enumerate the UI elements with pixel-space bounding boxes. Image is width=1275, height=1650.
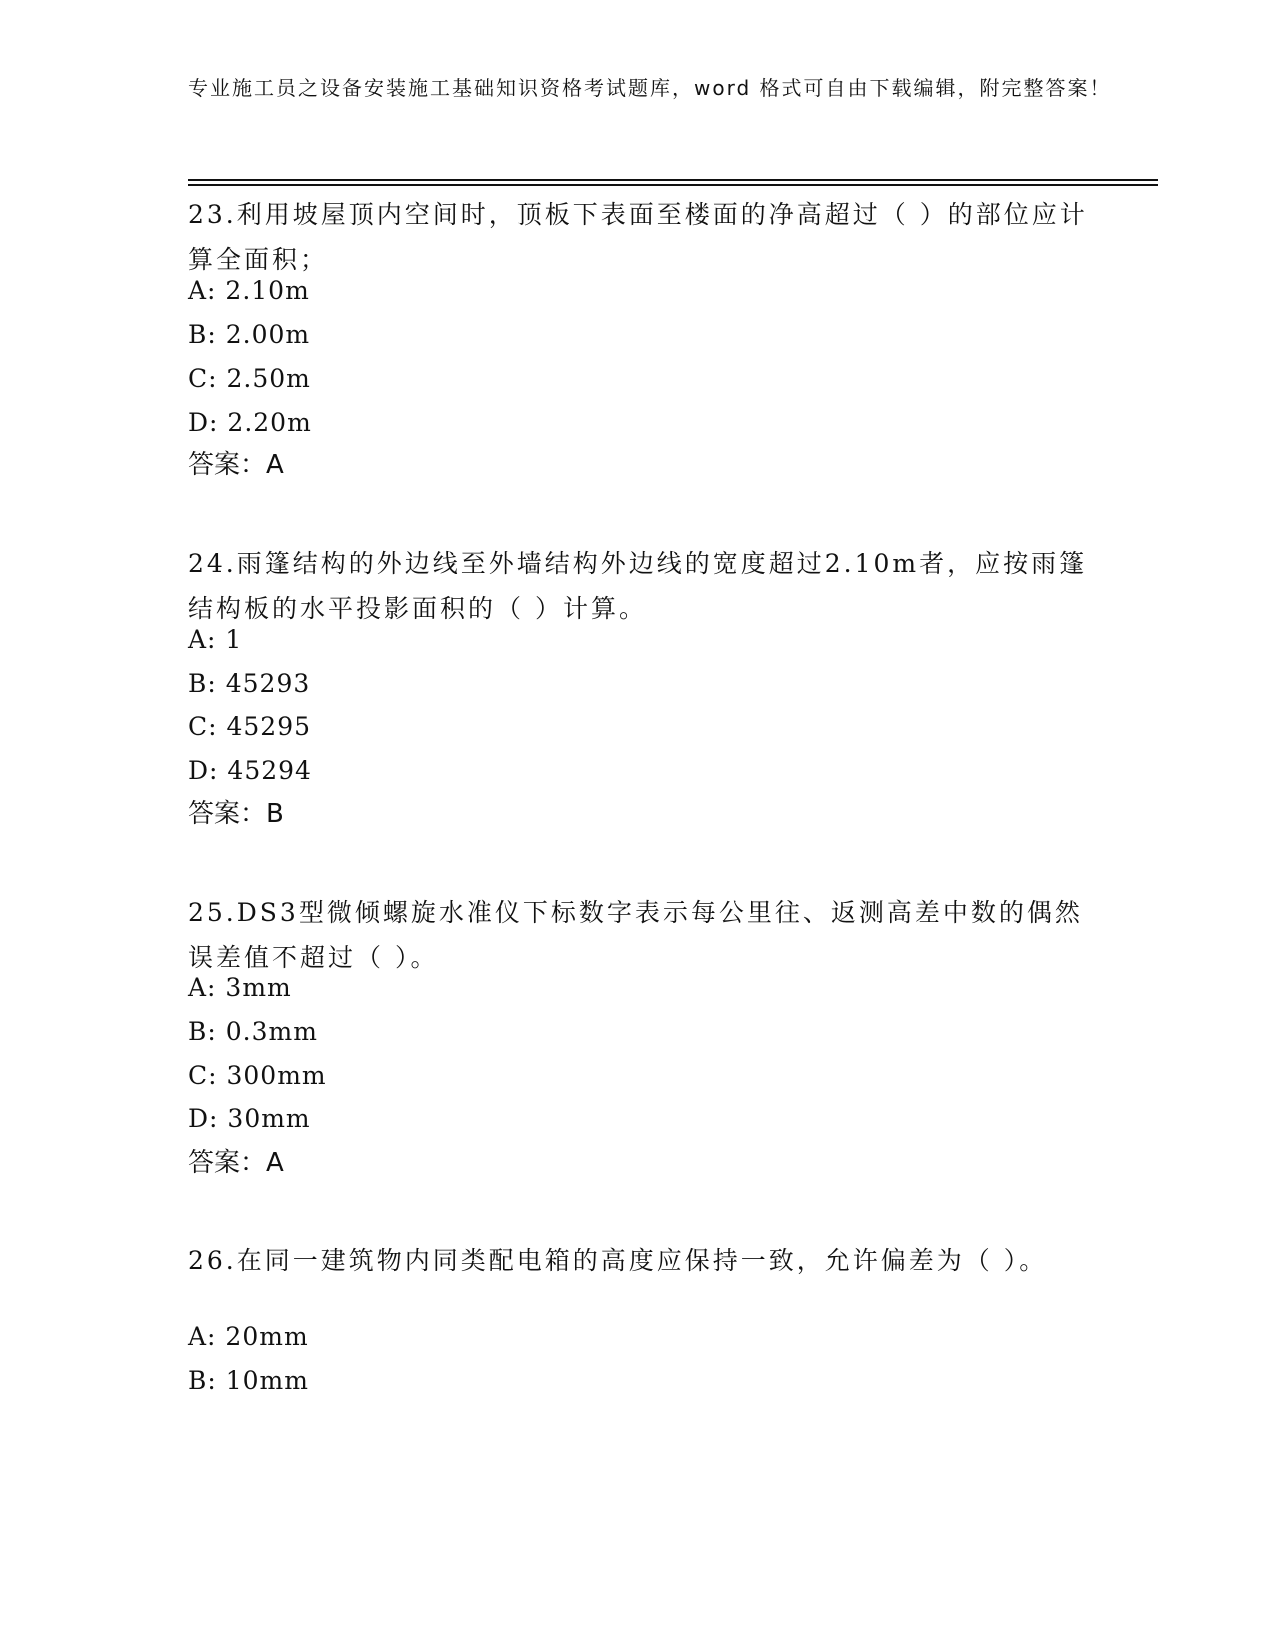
question-24-option-a: A: 1: [188, 625, 243, 654]
question-23-stem: 23.利用坡屋顶内空间时，顶板下表面至楼面的净高超过（ ）的部位应计算全面积；: [188, 200, 1088, 274]
question-24-stem: 24.雨篷结构的外边线至外墙结构外边线的宽度超过2.10m者，应按雨篷结构板的水平投影面积的（ ）计算。: [188, 549, 1088, 623]
question-26-option-a: A: 20mm: [188, 1322, 309, 1351]
question-25-option-c: C: 300mm: [188, 1061, 327, 1090]
header-divider-top: [188, 179, 1158, 181]
question-24-answer: 答案：B: [188, 799, 284, 829]
question-26-stem: 26.在同一建筑物内同类配电箱的高度应保持一致，允许偏差为（ ）。: [188, 1246, 1048, 1275]
question-25-option-a: A: 3mm: [188, 973, 292, 1002]
question-25-answer: 答案：A: [188, 1148, 284, 1178]
question-25-stem: 25.DS3型微倾螺旋水准仪下标数字表示每公里往、返测高差中数的偶然误差值不超过（ ）。: [188, 898, 1083, 972]
question-25-option-b: B: 0.3mm: [188, 1017, 318, 1046]
question-26-option-b: B: 10mm: [188, 1366, 309, 1395]
header-intro: 专业施工员之设备安装施工基础知识资格考试题库，word 格式可自由下载编辑，附完整答案！: [188, 76, 1112, 100]
question-24-option-c: C: 45295: [188, 712, 312, 741]
question-24-option-d: D: 45294: [188, 756, 312, 785]
question-23-option-c: C: 2.50m: [188, 364, 311, 393]
question-25-option-d: D: 30mm: [188, 1104, 311, 1133]
question-23-answer: 答案：A: [188, 450, 284, 480]
question-23-option-a: A: 2.10m: [188, 276, 310, 305]
question-24-option-b: B: 45293: [188, 669, 311, 698]
header-divider-bottom: [188, 184, 1158, 186]
question-23-option-b: B: 2.00m: [188, 320, 311, 349]
question-23-option-d: D: 2.20m: [188, 408, 312, 437]
